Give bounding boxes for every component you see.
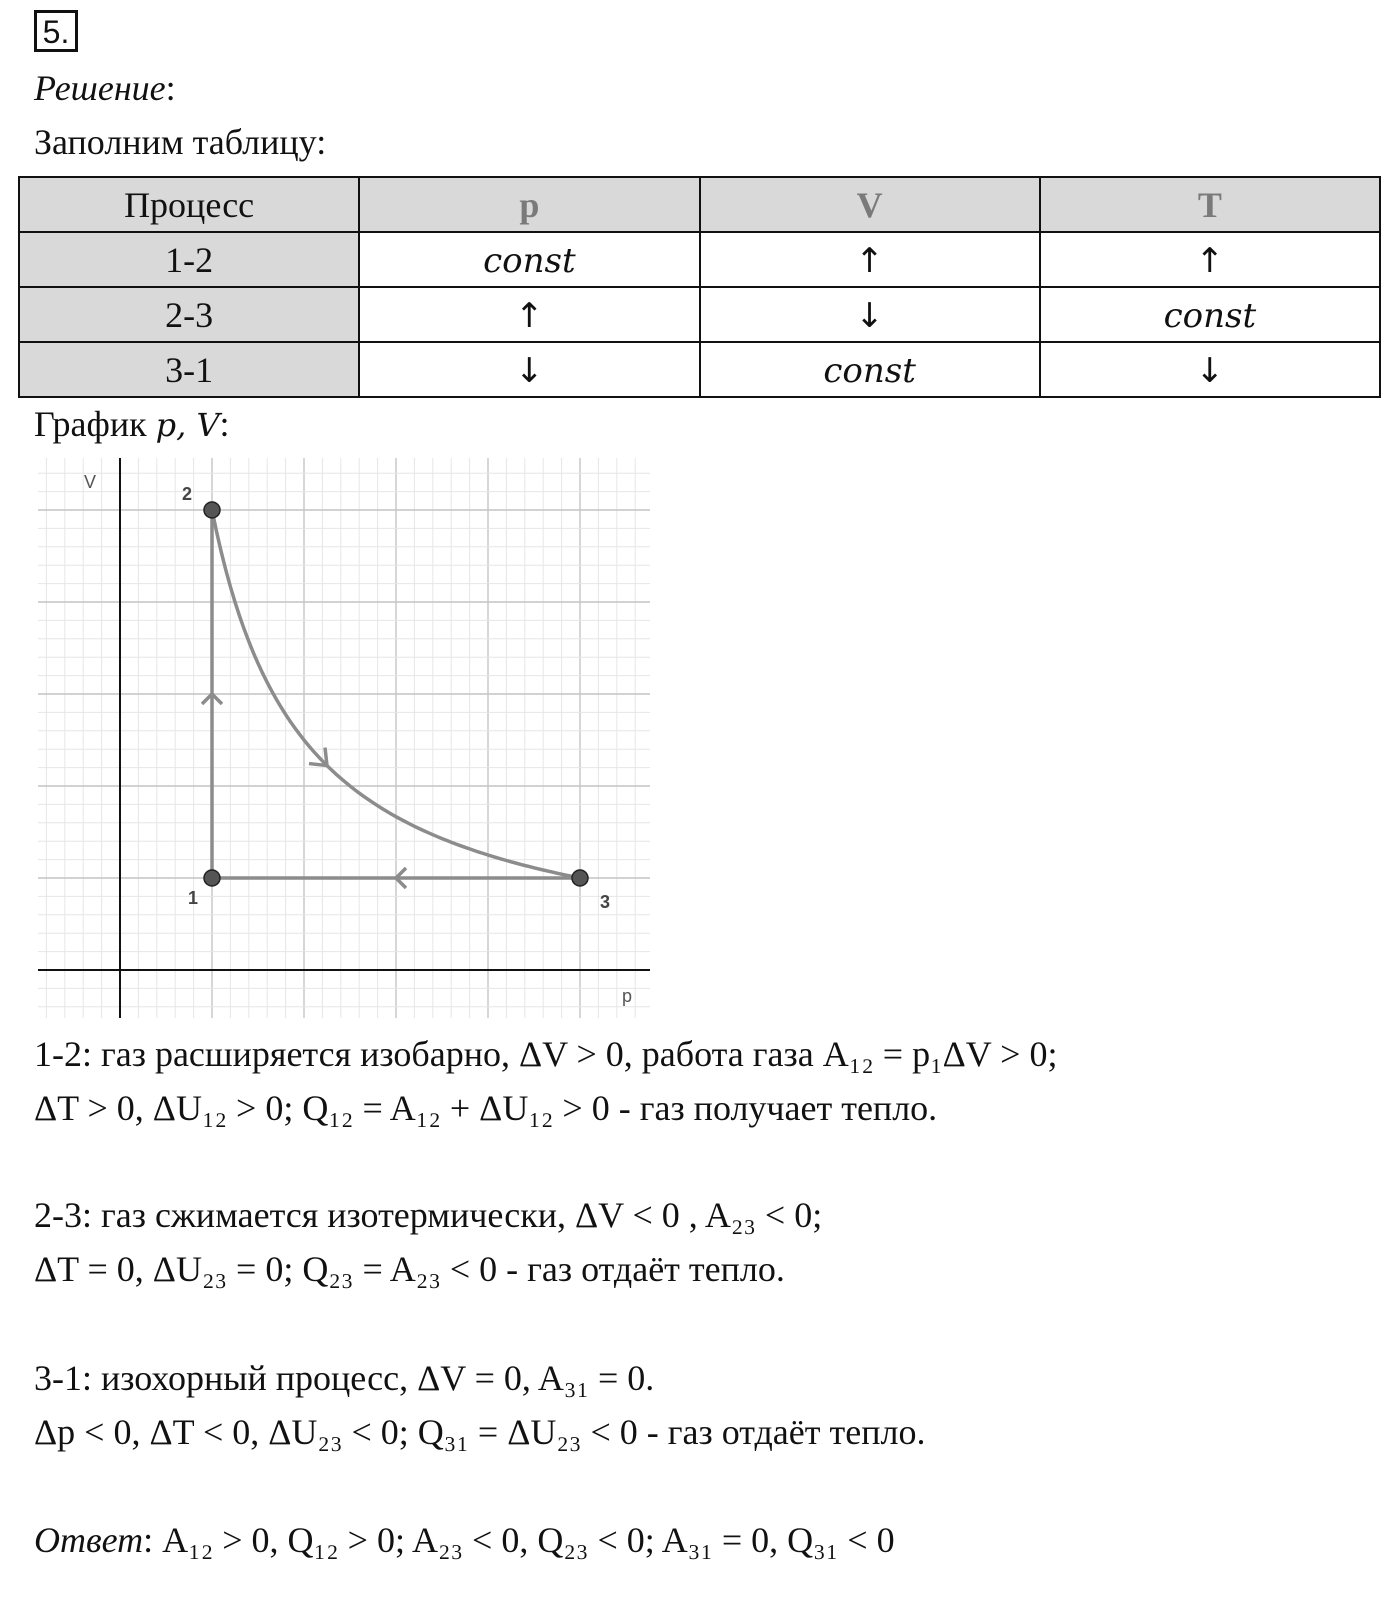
x-axis-label: p [622,986,633,1006]
analysis-23-line2: ΔT = 0, ΔU₂₃ = 0; Q₂₃ = A₂₃ < 0 - газ отдаёт тепло. [34,1249,785,1289]
point-label-2: 2 [182,484,193,504]
process-table [18,176,1381,398]
cell-p: ↓ [359,342,699,397]
table-row [19,287,1380,342]
cell-v: const [700,342,1040,397]
row-process: 1-2 [19,232,359,287]
table-row [19,342,1380,397]
analysis-31-line1: 3-1: изохорный процесс, ΔV = 0, A₃₁ = 0. [34,1358,655,1398]
cell-t: ↓ [1040,342,1380,397]
analysis-12-line2: ΔT > 0, ΔU₁₂ > 0; Q₁₂ = A₁₂ + ΔU₁₂ > 0 - газ получает тепло. [34,1088,938,1128]
header-t: T [1040,177,1380,232]
pv-chart [30,458,670,1048]
point-label-1: 1 [188,888,199,908]
cell-v: ↓ [700,287,1040,342]
point-2 [204,502,220,518]
answer-line: Ответ: A₁₂ > 0, Q₁₂ > 0; A₂₃ < 0, Q₂₃ < 0; A₃₁ = 0, Q₃₁ < 0 [34,1520,895,1560]
cell-p: ↑ [359,287,699,342]
solution-label: Решение [34,68,166,108]
point-label-3: 3 [600,892,611,912]
table-intro: Заполним таблицу: [34,122,327,162]
row-process: 2-3 [19,287,359,342]
header-v: V [700,177,1040,232]
cell-p: const [359,232,699,287]
answer-text: A₁₂ > 0, Q₁₂ > 0; A₂₃ < 0, Q₂₃ < 0; A₃₁ = 0, Q₃₁ < 0 [162,1520,895,1560]
cell-t: const [1040,287,1380,342]
task-number: 5. [34,10,78,52]
solution-heading: Решение: [34,68,176,108]
y-axis-label: V [84,472,97,492]
analysis-31-line2: Δp < 0, ΔT < 0, ΔU₂₃ < 0; Q₃₁ = ΔU₂₃ < 0 - газ отдаёт тепло. [34,1412,926,1452]
row-process: 3-1 [19,342,359,397]
point-3 [572,870,588,886]
point-1 [204,870,220,886]
graph-caption: График p, V: [34,404,230,444]
answer-label: Ответ [34,1520,144,1560]
table-header-row [19,177,1380,232]
header-p: p [359,177,699,232]
analysis-12-line1: 1-2: газ расширяется изобарно, ΔV > 0, работа газа A₁₂ = p₁ΔV > 0; [34,1034,1058,1074]
cell-v: ↑ [700,232,1040,287]
cell-t: ↑ [1040,232,1380,287]
analysis-23-line1: 2-3: газ сжимается изотермически, ΔV < 0 , A₂₃ < 0; [34,1195,823,1235]
table-row [19,232,1380,287]
header-process: Процесс [19,177,359,232]
